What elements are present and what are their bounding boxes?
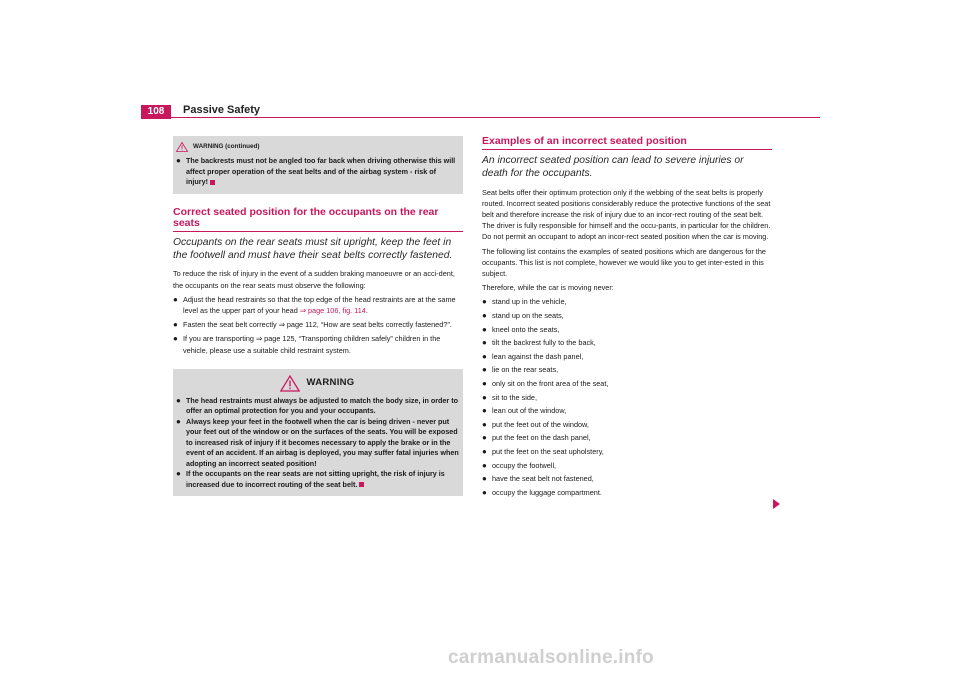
list-item-text: lean against the dash panel,: [492, 351, 584, 361]
bullet-icon: ●: [176, 156, 181, 166]
list-item: [482, 324, 772, 335]
warning-continued-header: [176, 142, 459, 152]
page-reference-link[interactable]: ⇒ page 106, fig. 114: [299, 306, 366, 316]
section-lead: An incorrect seated position can lead to severe injuries or death for the occupants.: [482, 155, 744, 180]
paragraph: Therefore, while the car is moving never:: [482, 283, 614, 293]
list-item-text: occupy the luggage compartment.: [492, 487, 602, 497]
warning-continued-box: [173, 136, 463, 194]
list-item-text: tilt the backrest fully to the back,: [492, 338, 596, 348]
bullet-icon: ●: [176, 395, 181, 405]
bullet-icon: ●: [482, 338, 487, 348]
bullet-icon: ●: [482, 446, 487, 456]
list-item-text: occupy the footwell,: [492, 460, 557, 470]
bullet-icon: ●: [482, 297, 487, 307]
warning-item-text: The head restraints must always be adjusted to match the body size, in order to offer an optimal protection for you and your occupants.: [186, 395, 458, 416]
bullet-icon: ●: [173, 334, 178, 344]
list-item: [482, 392, 772, 403]
bullet-icon: ●: [482, 311, 487, 321]
warning-box: [173, 369, 463, 497]
list-item: [482, 378, 772, 389]
list-item-text: have the seat belt not fastened,: [492, 474, 594, 484]
incorrect-positions-list: [482, 296, 772, 498]
end-mark-icon: [359, 482, 364, 487]
list-item: [482, 337, 772, 348]
list-item: [482, 460, 772, 471]
list-item: [176, 469, 459, 490]
left-column: [173, 136, 463, 496]
next-page-arrow-icon[interactable]: [773, 499, 780, 509]
warning-item-text: Always keep your feet in the footwell when the car is being driven - never put your feet out of the window or on the surfaces of the seats. You will be exposed to increased risk of injury if it becomes necessary to apply the brake or in the event of an accident. If an airbag is deployed, you may suffer fatal injuries when adopting an incorrect seated position!: [186, 416, 459, 468]
bullet-icon: ●: [482, 487, 487, 497]
list-item: [482, 405, 772, 416]
list-item: [176, 156, 459, 187]
list-item: [482, 446, 772, 457]
paragraph: The following list contains the examples of seated positions which are dangerous for the occupants. This list is not complete, however we would like you to get inter-ested in this subject.: [482, 246, 766, 279]
intro-paragraph: To reduce the risk of injury in the event of a sudden braking manoeuvre or an acci-dent, the occupants on the rear seats must observe the following:: [173, 269, 455, 290]
section-title: Passive Safety: [183, 104, 261, 116]
list-item: [482, 364, 772, 375]
list-item: [482, 310, 772, 321]
list-item-text: lie on the rear seats,: [492, 365, 559, 375]
bullet-icon: ●: [482, 419, 487, 429]
end-mark-icon: [210, 180, 215, 185]
paragraph: Seat belts offer their optimum protection only if the webbing of the seat belts is properly routed. Incorrect seated positions considerably reduce the protective functions of the seat belt and therefore increase the risk of injury due to an incor-rect routing of the seat belt. The driver is fully responsible for himself and the occu-pants, in particular for the children. Do not permit an occupant to adopt an incor-rect seated position when the car is moving.: [482, 187, 771, 242]
list-item: [482, 432, 772, 443]
list-item: [176, 396, 459, 417]
bullet-icon: ●: [176, 469, 181, 479]
list-item-text: If you are transporting ⇒ page 125, “Transporting children safely” children in the vehicle, please use a suitable child restraint system.: [183, 334, 441, 355]
right-column: [482, 136, 772, 498]
bullet-icon: ●: [482, 406, 487, 416]
list-item: [482, 419, 772, 430]
list-item-text: put the feet on the seat upholstery,: [492, 446, 604, 456]
bullet-icon: ●: [482, 474, 487, 484]
warning-triangle-icon: [280, 375, 300, 392]
section-heading: Examples of an incorrect seated position: [482, 136, 772, 150]
bullet-icon: ●: [482, 392, 487, 402]
list-item-text: sit to the side,: [492, 392, 538, 402]
list-item-text: kneel onto the seats,: [492, 324, 560, 334]
header-rule: [141, 117, 820, 118]
list-item-text: put the feet out of the window,: [492, 419, 589, 429]
bullet-icon: ●: [173, 320, 178, 330]
watermark: carmanualsonline.info: [448, 647, 654, 668]
list-item: [173, 319, 463, 330]
list-item: [482, 296, 772, 307]
bullet-icon: ●: [482, 433, 487, 443]
warning-triangle-icon: [176, 142, 188, 152]
list-item: [173, 294, 463, 316]
bullet-icon: ●: [482, 365, 487, 375]
warning-header: [176, 375, 459, 392]
list-item: [482, 473, 772, 484]
list-item-text: stand up on the seats,: [492, 311, 564, 321]
list-item: [176, 417, 459, 470]
list-item: [173, 333, 463, 355]
section-lead: Occupants on the rear seats must sit upright, keep the feet in the footwell and must have their seat belts correctly fastened.: [173, 237, 453, 262]
list-item-text: put the feet on the dash panel,: [492, 433, 591, 443]
section-heading: Correct seated position for the occupants on the rear seats: [173, 207, 463, 232]
bullet-icon: ●: [482, 460, 487, 470]
bullet-icon: ●: [482, 324, 487, 334]
list-item-tail: .: [365, 306, 368, 316]
list-item-text: Fasten the seat belt correctly ⇒ page 112, “How are seat belts correctly fastened?”.: [183, 320, 452, 330]
warning-item-text: If the occupants on the rear seats are not sitting upright, the risk of injury is increased due to incorrect routing of the seat belt.: [186, 469, 445, 489]
bullet-icon: ●: [482, 351, 487, 361]
list-item-text: only sit on the front area of the seat,: [492, 379, 609, 388]
warning-label: WARNING: [306, 377, 355, 389]
page-number: 108: [141, 105, 171, 119]
list-item: [482, 487, 772, 498]
list-item-text: stand up in the vehicle,: [492, 297, 567, 307]
warning-continued-text: The backrests must not be angled too far back when driving otherwise this will affect proper operation of the seat belts and of the airbag system - risk of injury!: [186, 156, 456, 187]
list-item: [482, 351, 772, 362]
bullet-icon: ●: [176, 416, 181, 426]
list-item-text: Adjust the head restraints so that the top edge of the head restraints are at the same level as the upper part of your head: [183, 294, 456, 316]
bullet-icon: ●: [173, 294, 178, 304]
list-item-text: lean out of the window,: [492, 406, 567, 416]
bullet-icon: ●: [482, 379, 487, 388]
warning-continued-label: WARNING (continued): [193, 143, 260, 150]
